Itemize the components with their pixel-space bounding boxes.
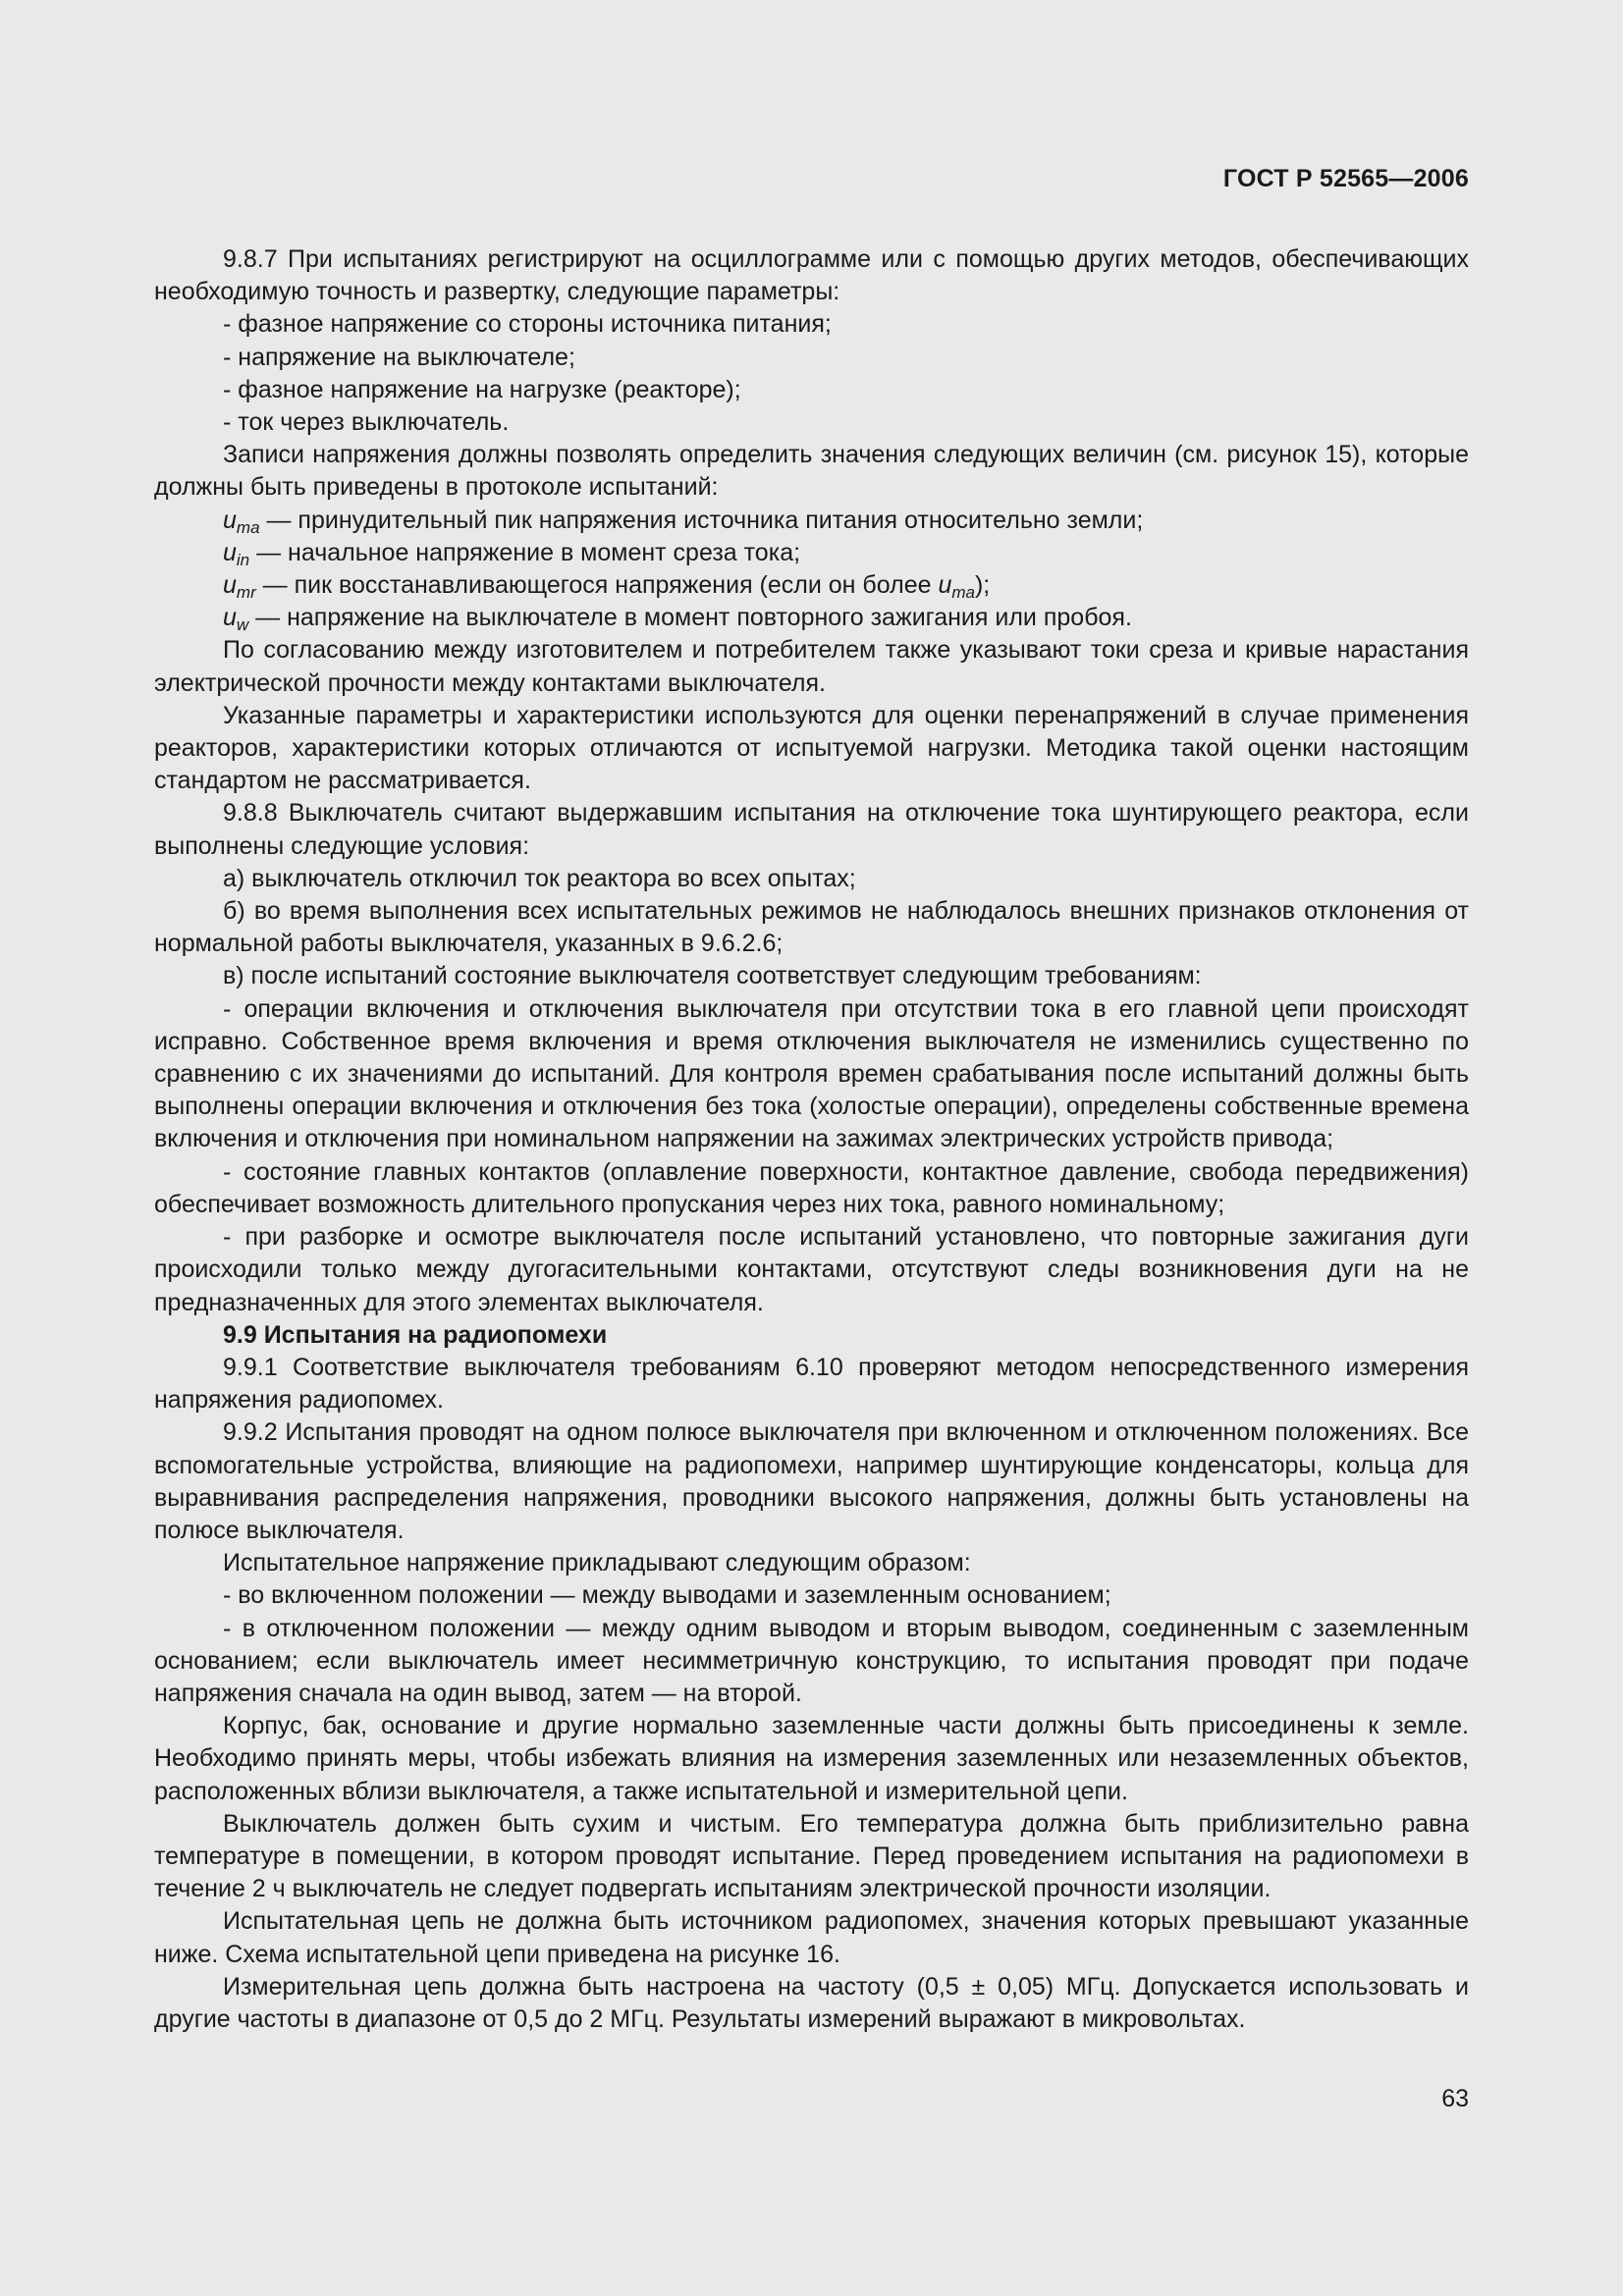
page-number: 63 bbox=[1441, 2085, 1469, 2112]
list-item: - во включенном положении — между выводами и заземленным основанием; bbox=[223, 1581, 1111, 1610]
list-item: - в отключенном положении — между одним выводом и вторым выводом, соединенным с заземленным основанием; если выключатель имеет несимметричную конструкцию, то испытания проводят при подаче напряжения сначала на один вывод, затем — на второй. bbox=[154, 1614, 1469, 1707]
section-heading: 9.9 Испытания на радиопомехи bbox=[223, 1320, 608, 1349]
variable-symbol: u bbox=[223, 604, 237, 632]
variable-text: — пик восстанавливающегося напряжения (если он более bbox=[255, 571, 939, 600]
list-item: - напряжение на выключателе; bbox=[223, 343, 575, 371]
paragraph: 9.8.8 Выключатель считают выдержавшим испытания на отключение тока шунтирующего реактора, если выполнены следующие условия: bbox=[154, 799, 1469, 860]
paragraph: 9.9.2 Испытания проводят на одном полюсе выключателя при включенном и отключенном положениях. Все вспомогательные устройства, влияющие на радиопомехи, например шунтирующие конденсаторы, кольца для выравнивания распределения напряжения, проводники высокого напряжения, должны быть установлены на полюсе выключателя. bbox=[154, 1418, 1469, 1544]
variable-subscript: ma bbox=[951, 583, 975, 603]
paragraph: Испытательное напряжение прикладывают следующим образом: bbox=[223, 1549, 971, 1577]
paragraph: Записи напряжения должны позволять определить значения следующих величин (см. рисунок 15), которые должны быть приведены в протоколе испытаний: bbox=[154, 441, 1469, 502]
paragraph: 9.9.1 Соответствие выключателя требованиям 6.10 проверяют методом непосредственного измерения напряжения радиопомех. bbox=[154, 1353, 1469, 1415]
paragraph: Выключатель должен быть сухим и чистым. Его температура должна быть приблизительно равна температуре в помещении, в котором проводят испытание. Перед проведением испытания на радиопомехи в течение 2 ч выключатель не следует подвергать испытаниям электрической прочности изоляции. bbox=[154, 1809, 1469, 1903]
paragraph: 9.8.7 При испытаниях регистрируют на осциллограмме или с помощью других методов, обеспечивающих необходимую точность и развертку, следующие параметры: bbox=[154, 245, 1469, 306]
variable-symbol: u bbox=[223, 506, 237, 534]
variable-subscript: w bbox=[236, 615, 249, 635]
variable-subscript: ma bbox=[236, 517, 260, 537]
list-item: - при разборке и осмотре выключателя после испытаний установлено, что повторные зажигания дуги происходили только между дугогасительными контактами, отсутствуют следы возникновения дуги на не предназначенных для этого элементах выключателя. bbox=[154, 1223, 1469, 1316]
list-item: в) после испытаний состояние выключателя соответствует следующим требованиям: bbox=[223, 962, 1202, 990]
paragraph: Измерительная цепь должна быть настроена на частоту (0,5 ± 0,05) МГц. Допускается использовать и другие частоты в диапазоне от 0,5 до 2 МГц. Результаты измерений выражают в микровольтах. bbox=[154, 1972, 1469, 2033]
variable-text: — напряжение на выключателе в момент повторного зажигания или пробоя. bbox=[248, 604, 1132, 632]
list-item: - фазное напряжение со стороны источника питания; bbox=[223, 310, 832, 339]
variable-text: ); bbox=[974, 571, 991, 600]
variable-definition bbox=[154, 569, 1469, 602]
list-item: - фазное напряжение на нагрузке (реакторе); bbox=[223, 375, 741, 403]
variable-symbol: u bbox=[223, 538, 237, 566]
list-item: б) во время выполнения всех испытательных режимов не наблюдалось внешних признаков отклонения от нормальной работы выключателя, указанных в 9.6.2.6; bbox=[154, 897, 1469, 958]
variable-definition bbox=[154, 602, 1469, 634]
list-item: - ток через выключатель. bbox=[223, 408, 510, 437]
variable-definition bbox=[154, 505, 1469, 537]
list-item: а) выключатель отключил ток реактора во всех опытах; bbox=[223, 864, 856, 892]
variable-subscript: mr bbox=[236, 583, 256, 603]
paragraph: Испытательная цепь не должна быть источником радиопомех, значения которых превышают указанные ниже. Схема испытательной цепи приведена на рисунке 16. bbox=[154, 1907, 1469, 1968]
paragraph: По согласованию между изготовителем и потребителем также указывают токи среза и кривые нарастания электрической прочности между контактами выключателя. bbox=[154, 636, 1469, 697]
list-item: - операции включения и отключения выключателя при отсутствии тока в его главной цепи происходят исправно. Собственное время включения и время отключения выключателя не изменились существенно по сравнению с их значениями до испытаний. Для контроля времен срабатывания после испытаний должны быть выполнены операции включения и отключения без тока (холостые операции), определены собственные времена включения и отключения при номинальном напряжении на зажимах электрических устройств привода; bbox=[154, 994, 1469, 1153]
variable-symbol: u bbox=[223, 571, 237, 600]
variable-text: — принудительный пик напряжения источника питания относительно земли; bbox=[259, 506, 1144, 534]
list-item: - состояние главных контактов (оплавление поверхности, контактное давление, свобода передвижения) обеспечивает возможность длительного пропускания через них тока, равного номинальному; bbox=[154, 1157, 1469, 1218]
paragraph: Указанные параметры и характеристики используются для оценки перенапряжений в случае применения реакторов, характеристики которых отличаются от испытуемой нагрузки. Методика такой оценки настоящим стандартом не рассматривается. bbox=[154, 701, 1469, 795]
document-header: ГОСТ Р 52565—2006 bbox=[1222, 165, 1469, 192]
variable-text: — начальное напряжение в момент среза тока; bbox=[249, 538, 801, 566]
paragraph: Корпус, бак, основание и другие нормально заземленные части должны быть присоединены к земле. Необходимо принять меры, чтобы избежать влияния на измерения заземленных или незаземленных объектов, расположенных вблизи выключателя, а также испытательной и измерительной цепи. bbox=[154, 1712, 1469, 1805]
variable-definition bbox=[154, 537, 1469, 569]
variable-subscript: in bbox=[236, 550, 250, 569]
variable-symbol: u bbox=[938, 571, 952, 600]
document-body bbox=[154, 243, 1469, 2036]
